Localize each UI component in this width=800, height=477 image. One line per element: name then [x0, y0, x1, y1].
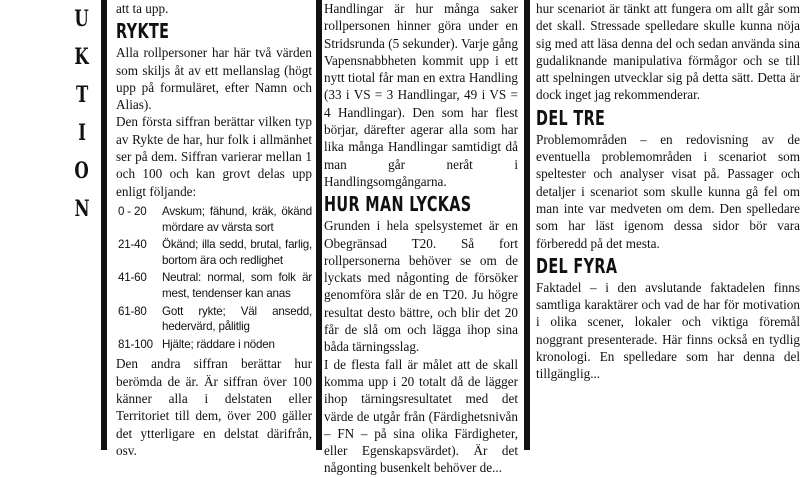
- table-row: [116, 204, 312, 235]
- description-cell: Gott rykte; Väl ansedd, hedervärd, pålitlig: [162, 304, 312, 334]
- table-row: [116, 268, 312, 301]
- paragraph: Alla rollpersoner har här två värden som skiljs åt av ett mellanslag (högt upp på formuläret, efter Namn och Alias).: [116, 45, 312, 113]
- column-divider: [316, 0, 322, 450]
- range-cell: 21-40: [118, 238, 147, 252]
- paragraph: att ta upp.: [116, 1, 169, 16]
- column-divider: [524, 0, 530, 450]
- table-row: [116, 335, 312, 353]
- reputation-table: [116, 204, 312, 352]
- vertical-letter: O: [74, 158, 90, 184]
- column-2: [324, 0, 518, 476]
- sidebar-vertical-title: [0, 0, 100, 450]
- description-cell: Ökänd; illa sedd, brutal, farlig, bortom ära och redlighet: [162, 238, 312, 267]
- sidebar-rule: [101, 0, 107, 450]
- table-row: [116, 302, 312, 335]
- range-cell: 0 - 20: [118, 204, 147, 218]
- vertical-title-letters: [68, 0, 96, 228]
- paragraph: Den andra siffran berättar hur berömda de är. Är siffran över 100 känner alla i delstaten eller Territoriet till dem, över 200 gäller det ytterligare en delstat därifrån, osv.: [116, 356, 312, 458]
- range-cell: 81-100: [118, 337, 153, 351]
- paragraph: Problemområden – en redovisning av de eventuella problemområden i scenariot som speltester och analyser visat på. Passager och detaljer i scenariot som skulle kunna gå fel om man inte var medveten om dem. Den spelledare som har läst igenom dessa sidor bör vara förberedd på det mesta.: [536, 131, 800, 251]
- vertical-letter: N: [74, 196, 90, 222]
- paragraph: Den första siffran berättar vilken typ av Rykte de har, hur folk i allmänhet ser på dem. Siffran varierar mellan 1 och 100 och kan grovt delas upp enligt följande:: [116, 114, 312, 199]
- table-row: [116, 235, 312, 268]
- vertical-letter: I: [78, 120, 86, 146]
- heading-rykte: RYKTE: [116, 19, 170, 44]
- heading-del-tre: DEL TRE: [536, 105, 606, 130]
- paragraph: Handlingar är hur många saker rollpersonen hinner göra under en Stridsrunda (5 sekunder). Varje gång Vapensnabbheten kommit upp i ett nytt tiotal får man en extra Handling (33 i VS = 3 Handlingar, 49 i VS = 4 Handlingar). Den som har flest börjar, därefter agerar alla som har lika många Handlingar samtidigt då man går neråt i Handlingsomgångarna.: [324, 1, 518, 189]
- vertical-letter: K: [74, 44, 90, 70]
- column-3: [536, 0, 800, 450]
- description-cell: Avskum; fähund, kräk, ökänd mördare av värsta sort: [162, 204, 312, 234]
- paragraph: I de flesta fall är målet att de skall komma upp i 20 totalt då de lägger ihop tärningsresultatet med det värde de utgår från (Färdighetsnivån – FN – på sina olika Färdigheter, eller Egenskapsvärdet). Är det någonting busenkelt behöver de...: [324, 356, 518, 476]
- range-cell: 61-80: [118, 304, 147, 318]
- heading-hur-man-lyckas: HUR MAN LYCKAS: [324, 192, 472, 217]
- description-cell: Neutral: normal, som folk är mest, tendenser kan anas: [162, 271, 312, 300]
- description-cell: Hjälte; räddare i nöden: [162, 337, 275, 351]
- heading-del-fyra: DEL FYRA: [536, 253, 618, 278]
- vertical-letter: U: [74, 6, 90, 32]
- paragraph: hur scenariot är tänkt att fungera om allt går som det skall. Stressade spelledare skulle kunna nöja sig med att läsa denna del och sedan använda sina gudaliknande manipulativa förmågor och se till att spelningen utvecklar sig på detta sätt. Detta är dock inget jag rekommenderar.: [536, 1, 800, 103]
- vertical-letter: T: [75, 82, 89, 108]
- column-1: [116, 0, 312, 458]
- paragraph: Grunden i hela spelsystemet är en Obegränsad T20. Så fort rollpersonerna behöver se om de lyckats med någonting de försöker genomföra slår de en T20. Ju högre resultat desto bättre, och blir det 20 får de slå om och lägga ihop sina båda tärningsslag.: [324, 218, 518, 355]
- paragraph: Faktadel – i den avslutande faktadelen finns samtliga karaktärer och vad de har för motivation i olika scener, lokaler och viktiga föremål noggrant presenterade. Här finns också en tydlig kronologi. En spelledare som har denna del tillgänglig...: [536, 279, 800, 382]
- range-cell: 41-60: [118, 271, 147, 285]
